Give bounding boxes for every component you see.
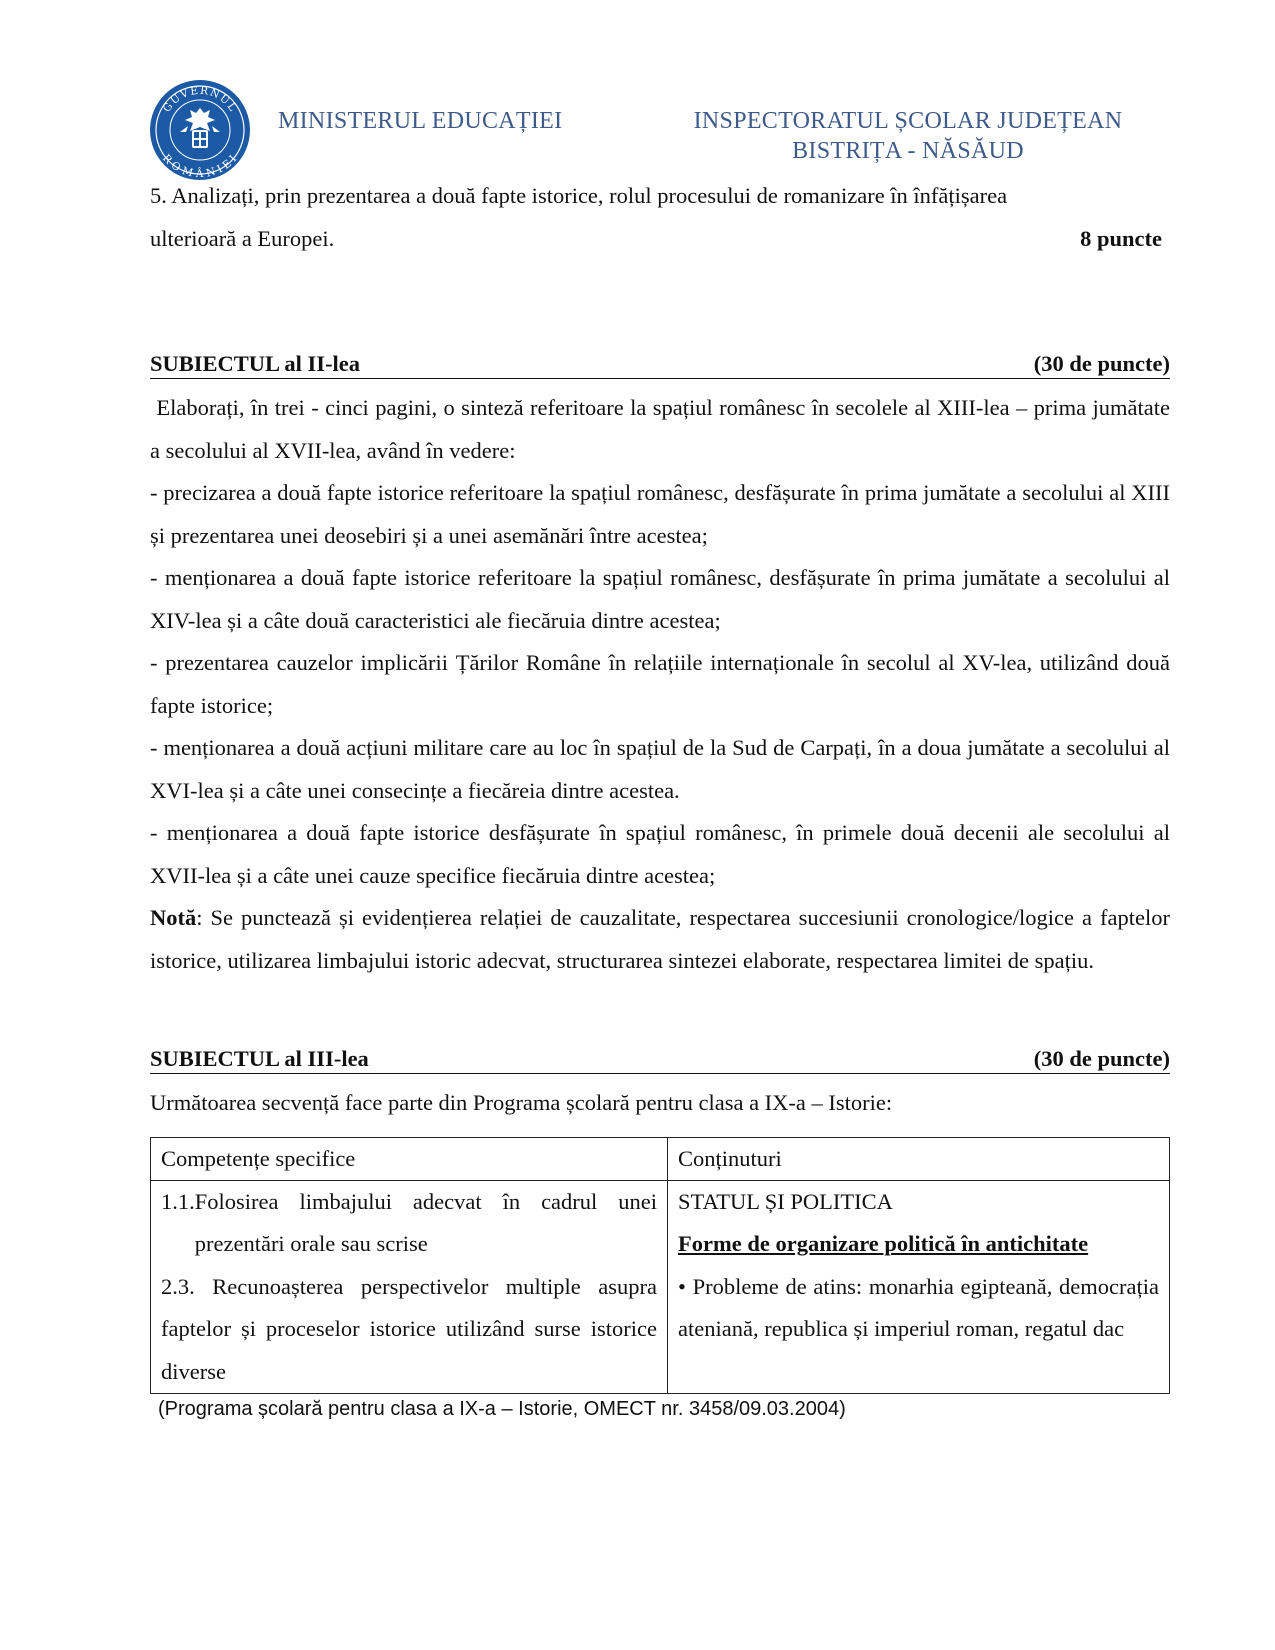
seal-text-top: GUVERNUL [160, 84, 240, 115]
curriculum-table [150, 1137, 1170, 1395]
page-content [150, 175, 1176, 1424]
subject-2-title: SUBIECTUL al II-lea [150, 351, 361, 376]
inspectorate-line2: BISTRIȚA - NĂSĂUD [792, 138, 1024, 164]
inspectorate-name [678, 106, 1138, 166]
subject-2-item-1: - precizarea a două fapte istorice referitoare la spațiul românesc, desfășurate în prima jumătate a secolului al XIII și prezentarea unei deosebiri și a unei asemănări între acestea; [150, 480, 1170, 548]
subject-2-item-4: - menționarea a două acțiuni militare care au loc în spațiul de la Sud de Carpați, în a doua jumătate a secolului al XVI-lea și a câte unei consecințe a fiecăreia dintre acestea. [150, 735, 1170, 803]
inspectorate-line1: INSPECTORATUL ȘCOLAR JUDEȚEAN [693, 108, 1123, 134]
table-row [151, 1180, 1170, 1394]
table-header-contents: Conținuturi [668, 1137, 1170, 1180]
table-caption: (Programa școlară pentru clasa a IX-a – Istorie, OMECT nr. 3458/09.03.2004) [158, 1398, 846, 1420]
note-label: Notă [150, 905, 197, 930]
government-seal-logo [148, 78, 252, 182]
competence-1 [161, 1181, 657, 1266]
subject-2-note [150, 897, 1170, 982]
seal-text-bottom: ROMÂNIEI [160, 152, 241, 181]
table-header-competences: Competențe specifice [151, 1137, 668, 1180]
question-5-text: 5. Analizați, prin prezentarea a două fapte istorice, rolul procesului de romanizare în înfățișarea [150, 183, 1008, 208]
subject-3-intro: Următoarea secvență face parte din Programa școlară pentru clasa a IX-a – Istorie: [150, 1090, 893, 1115]
competence-2: 2.3. Recunoașterea perspectivelor multiple asupra faptelor și proceselor istorice utilizând surse istorice diverse [161, 1273, 657, 1384]
content-title: STATUL ȘI POLITICA [678, 1188, 893, 1214]
content-subtitle: Forme de organizare politică în antichitate [678, 1231, 1089, 1256]
note-text: : Se punctează și evidențierea relației de cauzalitate, respectarea succesiunii cronologice/logice a faptelor istorice, utilizarea limbajului istoric adecvat, structurarea sintezei elaborate, respectarea limitei de spațiu. [150, 905, 1170, 973]
subject-2-item-2: - menționarea a două fapte istorice referitoare la spațiul românesc, desfășurate în prima jumătate a secolului al XIV-lea și a câte două caracteristici ale fiecăruia dintre acestea; [150, 565, 1170, 633]
subject-2-heading [150, 344, 1170, 379]
document-header [148, 78, 1148, 182]
table-cell-contents [668, 1180, 1170, 1394]
table-cell-competences [151, 1180, 668, 1394]
subject-3-title: SUBIECTUL al III-lea [150, 1046, 369, 1071]
subject-2-points: (30 de puncte) [1033, 351, 1170, 376]
subject-3-heading [150, 1039, 1170, 1074]
ministry-name: MINISTERUL EDUCAȚIEI [278, 108, 563, 134]
competence-1-text: Folosirea limbajului adecvat în cadrul unei prezentări orale sau scrise [194, 1188, 657, 1256]
subject-2-item-3: - prezentarea cauzelor implicării Țărilor Române în relațiile internaționale în secolul al XV-lea, utilizând două fapte istorice; [150, 650, 1170, 718]
subject-2-intro: Elaborați, în trei - cinci pagini, o sinteză referitoare la spațiul românesc în secolele al XIII-lea – prima jumătate a secolului al XVII-lea, având în vedere: [150, 395, 1176, 463]
question-5-text-continued: ulterioară a Europei. [150, 225, 335, 251]
question-5-points: 8 puncte [1080, 225, 1162, 251]
competence-1-number: 1.1. [161, 1188, 195, 1214]
question-5-line2 [150, 218, 1170, 261]
table-header-row [151, 1137, 1170, 1180]
subject-3-points: (30 de puncte) [1033, 1046, 1170, 1071]
content-text: • Probleme de atins: monarhia egipteană, democrația ateniană, republica și imperiul roman, regatul dac [678, 1273, 1159, 1341]
subject-2-item-5: - menționarea a două fapte istorice desfășurate în spațiul românesc, în primele două decenii ale secolului al XVII-lea și a câte unei cauze specifice fiecăruia dintre acestea; [150, 820, 1170, 888]
